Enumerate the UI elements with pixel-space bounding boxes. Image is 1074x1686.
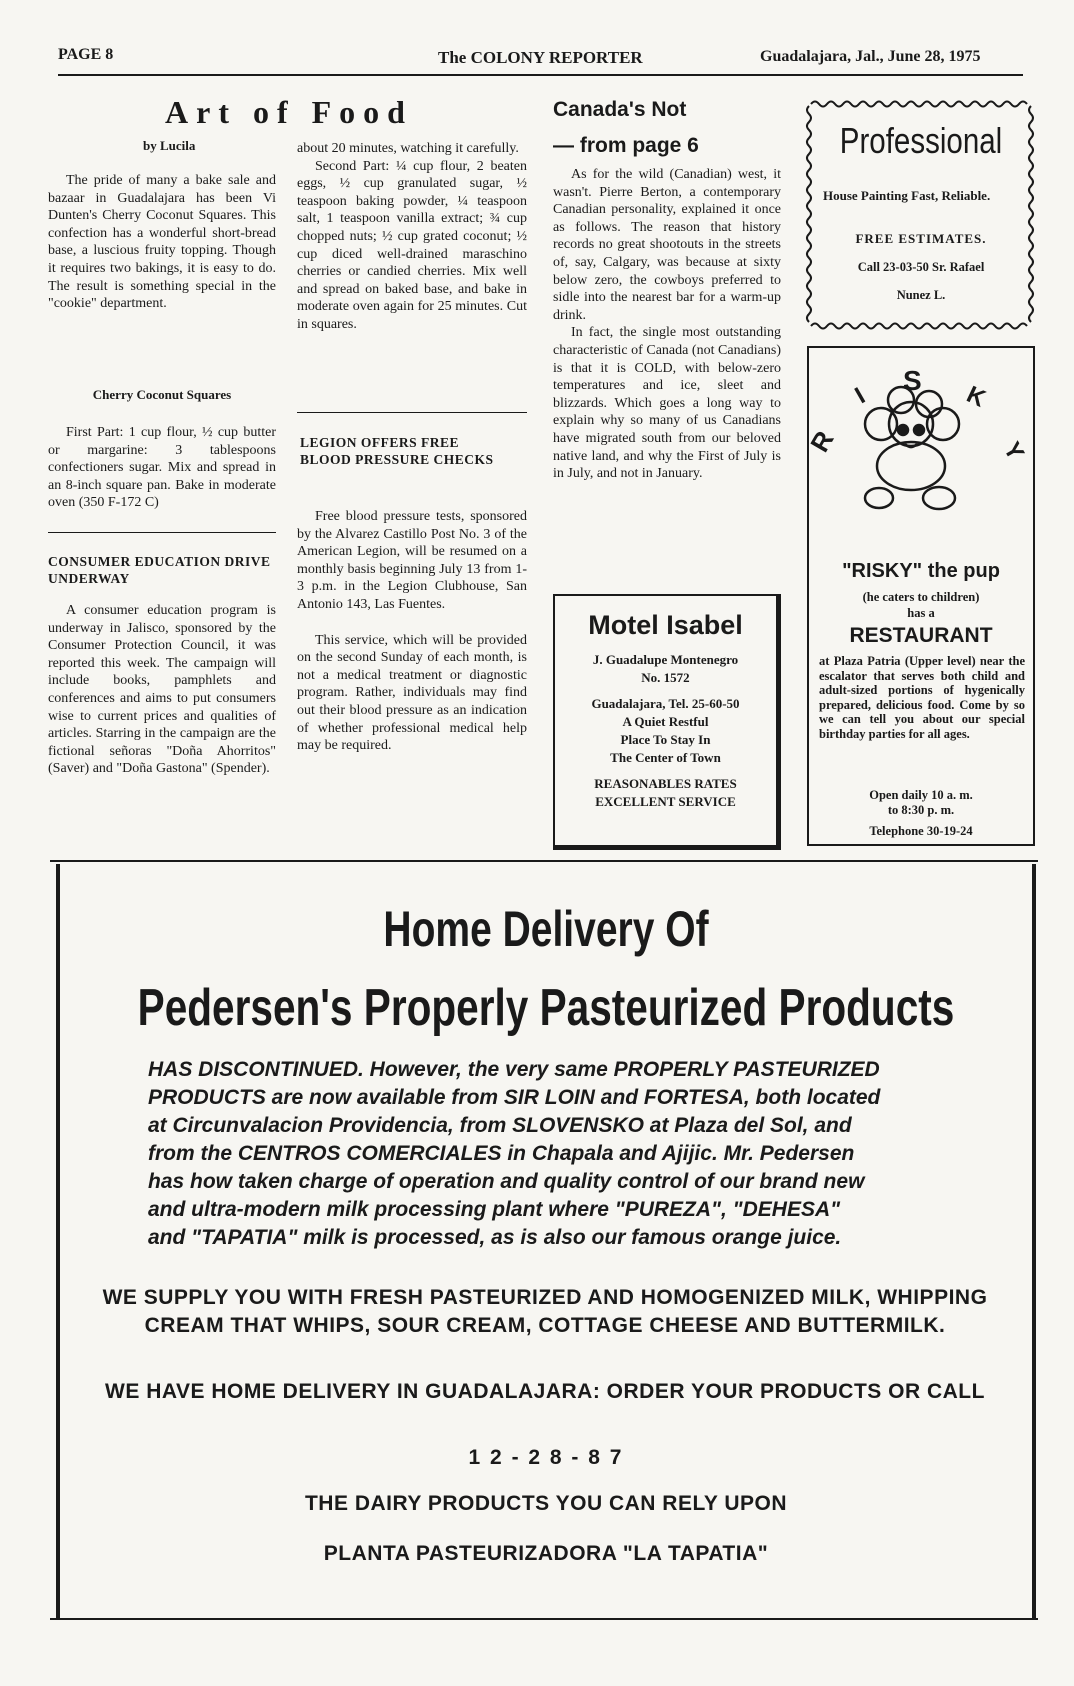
risky-restaurant-ad	[804, 346, 1035, 846]
risky-has-a: has a	[907, 606, 935, 620]
risky-hours-open: Open daily 10 a. m.	[869, 788, 973, 802]
ad-top-rule	[50, 860, 1038, 862]
risky-pup-illustration	[804, 348, 1033, 536]
logo-letter-r: R	[804, 425, 840, 457]
canada-body: As for the wild (Canadian) west, it wasn't. Pierre Berton, a contemporary Canadian personality, explained it once as follows. The reason that history records no great shootouts in the streets of, say, Calgary, was because at sixty below zero, the cowboys preferred to sidle into the nearest bar for a warm-up drink. In fact, the single most outstanding characteristic of Canada (not Canadians) is that it is COLD, with below-zero temperatures and ice, sleet and blizzards. Which goes a long way to explain why so many of us Canadians have migrated south from our beloved native land, and why the First of July is in July, and not in January.	[553, 167, 781, 482]
art-of-food-byline: by Lucila	[143, 138, 196, 153]
col1-rule	[48, 532, 276, 533]
col2-rule	[297, 412, 527, 413]
motel-rates: REASONABLES RATES	[594, 776, 737, 791]
announcement-line: has how taken charge of operation and quality control of our brand new	[148, 1170, 865, 1193]
pedersen-plant-name: PLANTA PASTEURIZADORA "LA TAPATIA"	[323, 1542, 769, 1565]
paper-name: The COLONY REPORTER	[438, 48, 643, 67]
risky-name: "RISKY" the pup	[842, 560, 1000, 582]
announcement-line: HAS DISCONTINUED. However, the very same PROPERLY PASTEURIZED	[148, 1058, 880, 1081]
professional-phone: Call 23-03-50 Sr. Rafael	[857, 260, 985, 274]
logo-letter-i: I	[850, 382, 870, 410]
dateline: Guadalajara, Jal., June 28, 1975	[760, 48, 981, 65]
risky-restaurant: RESTAURANT	[849, 624, 993, 647]
pedersen-announcement	[148, 1056, 968, 1252]
professional-ad	[805, 98, 1037, 332]
consumer-headline: CONSUMER EDUCATION DRIVE UNDERWAY	[48, 554, 271, 586]
pedersen-products-list: WE SUPPLY YOU WITH FRESH PASTEURIZED AND HOMOGENIZED MILK, WHIPPING CREAM THAT WHIPS, SOUR CREAM, COTTAGE CHEESE AND BUTTERMILK.	[102, 1286, 988, 1337]
motel-tagline-2: Place To Stay In	[620, 732, 711, 747]
motel-tagline-3: The Center of Town	[610, 750, 721, 765]
professional-service: House Painting Fast, Reliable.	[823, 188, 991, 203]
logo-letter-k: K	[962, 380, 990, 413]
consumer-body: A consumer education program is underway in Jalisco, sponsored by the Consumer Protection Council, it was reported this week. The campaign will include books, pamphlets and conferences and aims to put consumers wise to current prices and qualities of articles. Starring in the campaign are the fictional señoras "Doña Ahorritos" (Saver) and "Doña Gastona" (Spender).	[48, 603, 276, 777]
recipe-first-part: First Part: 1 cup flour, ½ cup butter or margarine: 3 tablespoons confectioners sugar. Mix and spread in an 8-inch square pan. Bake in moderate oven (350 F-172 C)	[48, 425, 276, 511]
risky-description: at Plaza Patria (Upper level) near the escalator that serves both child and adult-sized portions of hygenically prepared, delicious food. Come by so we can tell you about our special birthday parties for all ages.	[819, 654, 1025, 741]
pedersen-delivery: WE HAVE HOME DELIVERY IN GUADALAJARA: ORDER YOUR PRODUCTS OR CALL	[105, 1380, 985, 1403]
art-of-food-intro: The pride of many a bake sale and bazaar in Guadalajara has been Vi Dunten's Cherry Coconut Squares. This confection has a wonderful short-bread base, a luscious fruity topping. Though it requires two bakings, it is easy to do. The result is something special in the "cookie" department.	[48, 173, 276, 312]
art-of-food-continued: about 20 minutes, watching it carefully. Second Part: ¼ cup flour, 2 beaten eggs, ½ cup granulated sugar, ½ teaspoon baking powder, ¼ teaspoon salt, 1 teaspoon vanilla extract; ¾ cup chopped nuts; ½ cup grated coconut; ½ cup diced well-drained maraschino cherries or candied cherries. Mix well and spread on baked base, and bake in moderate oven again for 25 minutes. Cut in squares.	[297, 141, 527, 332]
pedersen-dairy-ad	[56, 864, 1036, 1618]
ad-bottom-rule	[50, 1618, 1038, 1620]
motel-phone: Guadalajara, Tel. 25-60-50	[591, 696, 740, 711]
pedersen-phone: 1 2 - 2 8 - 8 7	[468, 1446, 624, 1469]
professional-estimates: FREE ESTIMATES.	[855, 231, 987, 246]
motel-owner: J. Guadalupe Montenegro	[592, 652, 739, 667]
motel-address: No. 1572	[641, 670, 690, 685]
risky-caters: (he caters to children)	[862, 590, 980, 604]
logo-letter-s: S	[903, 365, 922, 396]
professional-contact-name: Nunez L.	[896, 288, 946, 302]
recipe-title: Cherry Coconut Squares	[92, 387, 232, 402]
motel-service: EXCELLENT SERVICE	[595, 794, 736, 809]
motel-tagline-1: A Quiet Restful	[622, 714, 709, 729]
risky-hours-close: to 8:30 p. m.	[887, 803, 955, 817]
announcement-line: PRODUCTS are now available from SIR LOIN and FORTESA, both located	[148, 1086, 881, 1109]
masthead-rule-center	[297, 74, 677, 75]
page-number: PAGE 8	[58, 46, 114, 63]
motel-isabel-ad	[553, 594, 781, 850]
legion-headline: LEGION OFFERS FREE BLOOD PRESSURE CHECKS	[300, 435, 494, 467]
logo-letter-y: Y	[997, 437, 1030, 465]
announcement-line: from the CENTROS COMERCIALES in Chapala and Ajijic. Mr. Pedersen	[148, 1142, 855, 1165]
art-of-food-title: Art of Food	[165, 94, 413, 130]
pedersen-slogan: THE DAIRY PRODUCTS YOU CAN RELY UPON	[304, 1492, 788, 1515]
professional-title: Professional	[839, 120, 1003, 161]
canada-headline: Canada's Not	[553, 98, 687, 121]
announcement-line: and "TAPATIA" milk is processed, as is also our famous orange juice.	[148, 1226, 842, 1249]
pedersen-title-line-2: Pedersen's Properly Pasteurized Products	[137, 979, 955, 1037]
announcement-line: and ultra-modern milk processing plant where "PUREZA", "DEHESA"	[148, 1198, 841, 1221]
canada-headline-continued: — from page 6	[553, 134, 699, 157]
motel-name: Motel Isabel	[588, 610, 743, 640]
legion-body: Free blood pressure tests, sponsored by the Alvarez Castillo Post No. 3 of the American Legion, will be resumed on a monthly basis beginning July 13 from 1-3 p.m. in the Legion Clubhouse, San Antonio 143, Las Fuentes. This service, which will be provided on the second Sunday of each month, is not a medical treatment or diagnostic program. Rather, individuals may find out their blood pressure as an indication of whether professional medical help may be required.	[297, 509, 527, 754]
pedersen-title-line-1: Home Delivery Of	[383, 901, 709, 957]
announcement-line: at Circunvalacion Providencia, from SLOVENSKO at Plaza del Sol, and	[148, 1114, 852, 1137]
risky-phone: Telephone 30-19-24	[869, 824, 973, 838]
